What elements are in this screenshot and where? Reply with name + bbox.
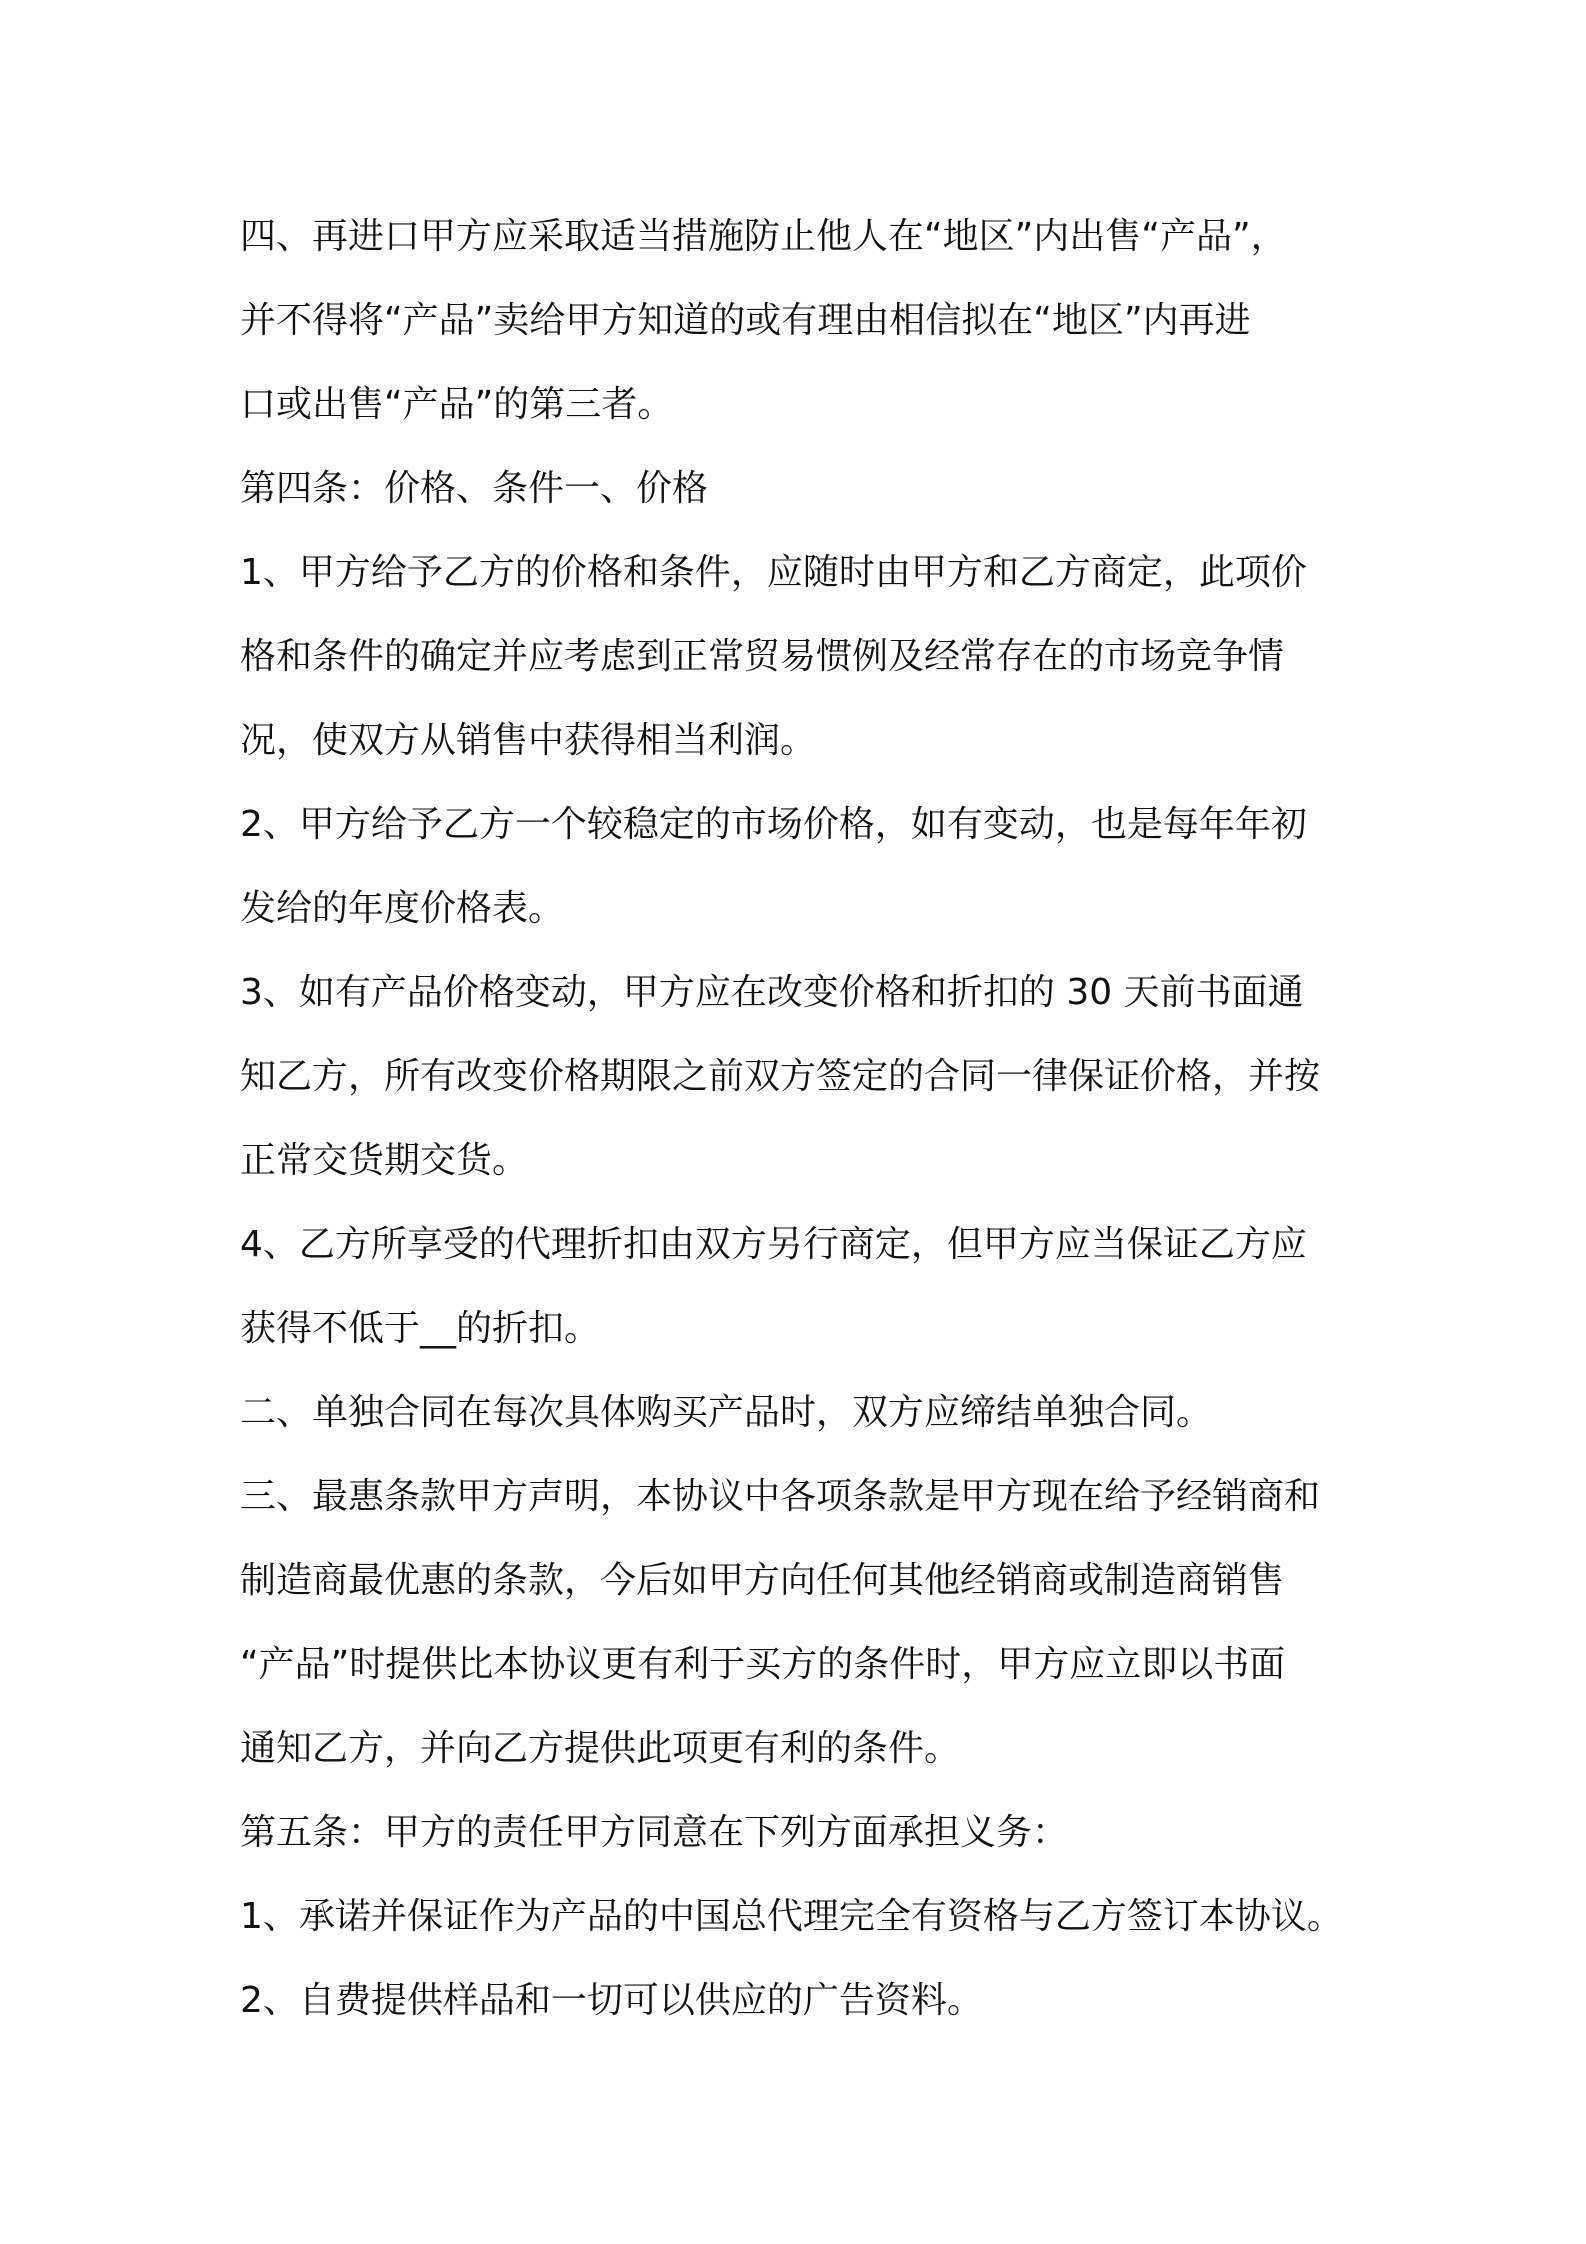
text-line: 发给的年度价格表。 [240, 888, 565, 929]
text-line: 口或出售“产品”的第三者。 [240, 384, 674, 425]
text-line: 2、甲方给予乙方一个较稳定的市场价格，如有变动，也是每年年初 [240, 804, 1307, 845]
text-line: 况，使双方从销售中获得相当利润。 [240, 720, 817, 761]
text-line: 1、承诺并保证作为产品的中国总代理完全有资格与乙方签订本协议。 [240, 1896, 1343, 1937]
text-line: 正常交货期交货。 [240, 1140, 529, 1181]
text-line: 2、自费提供样品和一切可以供应的广告资料。 [240, 1980, 983, 2021]
section-heading: 第五条：甲方的责任甲方同意在下列方面承担义务： [240, 1812, 1069, 1853]
text-line: 知乙方，所有改变价格期限之前双方签定的合同一律保证价格，并按 [240, 1056, 1321, 1097]
text-line: 四、再进口甲方应采取适当措施防止他人在“地区”内出售“产品”， [240, 216, 1287, 257]
section-heading: 第四条：价格、条件一、价格 [240, 468, 709, 509]
text-line: “产品”时提供比本协议更有利于买方的条件时，甲方应立即以书面 [240, 1644, 1286, 1685]
text-line: 二、单独合同在每次具体购买产品时，双方应缔结单独合同。 [240, 1392, 1213, 1433]
text-line: 并不得将“产品”卖给甲方知道的或有理由相信拟在“地区”内再进 [240, 300, 1251, 341]
text-line: 制造商最优惠的条款，今后如甲方向任何其他经销商或制造商销售 [240, 1560, 1285, 1601]
text-line: 通知乙方，并向乙方提供此项更有利的条件。 [240, 1728, 961, 1769]
text-line: 格和条件的确定并应考虑到正常贸易惯例及经常存在的市场竞争情 [240, 636, 1285, 677]
text-line: 三、最惠条款甲方声明，本协议中各项条款是甲方现在给予经销商和 [240, 1476, 1321, 1517]
text-line: 1、甲方给予乙方的价格和条件，应随时由甲方和乙方商定，此项价 [240, 552, 1307, 593]
document-body [240, 195, 1360, 2043]
text-line: 4、乙方所享受的代理折扣由双方另行商定，但甲方应当保证乙方应 [240, 1224, 1307, 1265]
text-line: 3、如有产品价格变动，甲方应在改变价格和折扣的 30 天前书面通 [240, 972, 1304, 1013]
text-line: 获得不低于__的折扣。 [240, 1308, 601, 1349]
